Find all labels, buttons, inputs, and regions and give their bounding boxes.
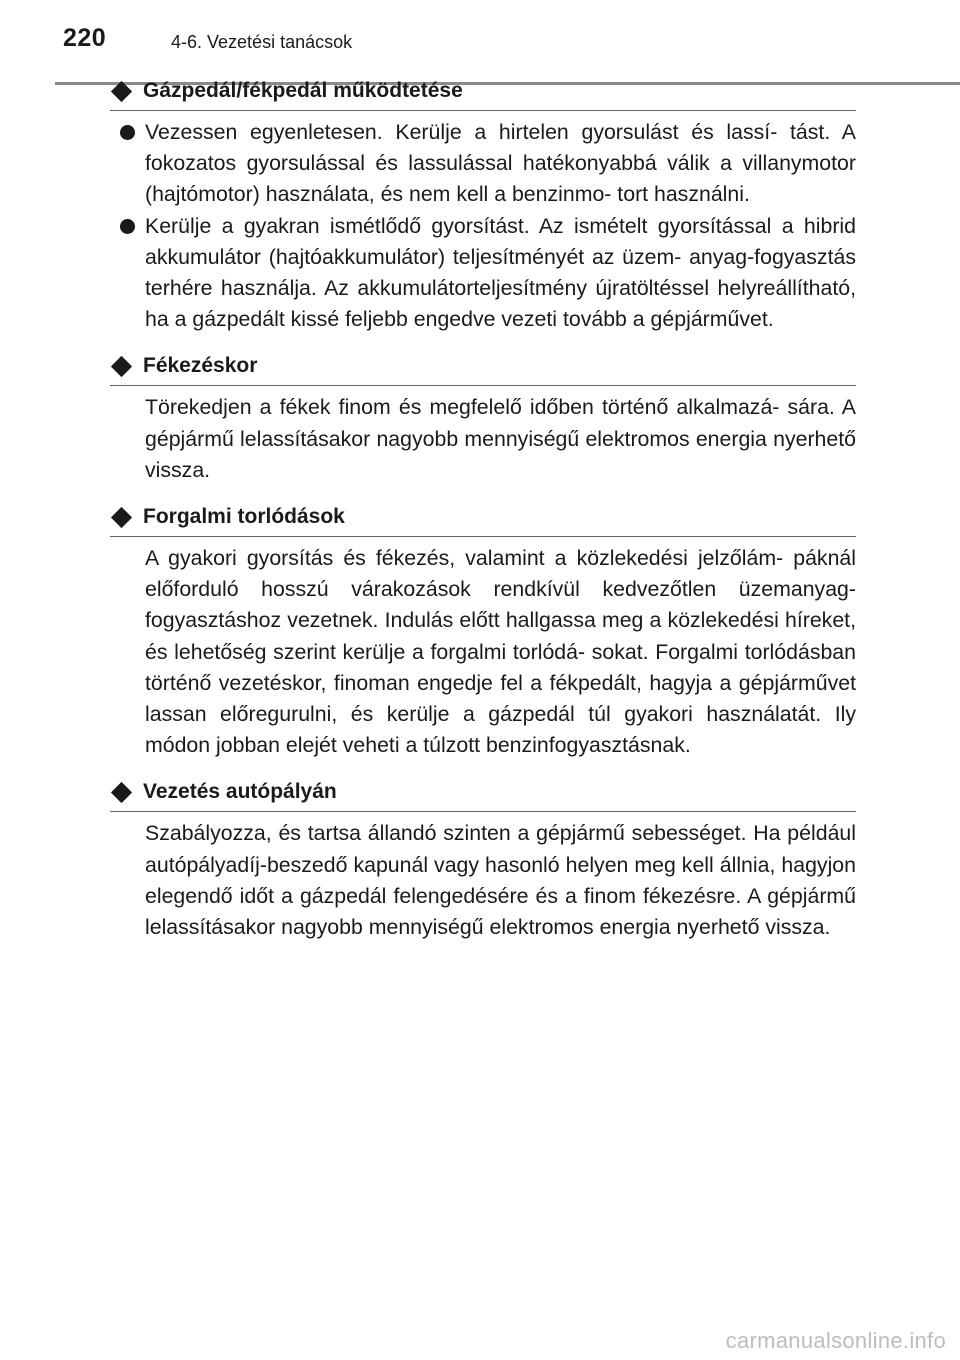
round-bullet-icon (120, 125, 135, 140)
list-item (110, 211, 856, 336)
round-bullet-icon (120, 219, 135, 234)
section-heading-text: Forgalmi torlódások (143, 505, 345, 529)
section-heading (110, 72, 856, 111)
list-item-text: Kerülje a gyakran ismétlődő gyorsítást. Az ismételt gyorsítással a hibrid akkumulátor (hajtóakkumulátor) teljesítményét az üzem- anyag-fogyasztás terhére használja. Az akkumulátorteljesítmény újratöltéssel helyreállítható, ha a gázpedált kissé feljebb engedve vezeti tovább a gépjárművet. (145, 213, 856, 332)
diamond-bullet-icon (111, 782, 132, 803)
diamond-bullet-icon (111, 506, 132, 527)
diamond-bullet-icon (111, 80, 132, 101)
list-item-text: Vezessen egyenletesen. Kerülje a hirtelen gyorsulást és lassí- tást. A fokozatos gyorsulással és lassulással hatékonyabbá válik a villanymotor (hajtómotor) használata, és nem kell a benzinmo- tort használni. (145, 120, 856, 207)
watermark-text: carmanualsonline.info (725, 1328, 946, 1353)
page-header (0, 18, 960, 66)
page-number: 220 (63, 24, 107, 52)
section-heading (110, 498, 856, 537)
section-heading-text: Vezetés autópályán (143, 780, 337, 804)
page-content (110, 72, 856, 943)
section-title: 4-6. Vezetési tanácsok (171, 32, 353, 52)
section-paragraph: Törekedjen a fékek finom és megfelelő időben történő alkalmazá- sára. A gépjármű lelassításakor nagyobb mennyiségű elektromos energia nyerhető vissza. (145, 395, 856, 482)
section-heading (110, 347, 856, 386)
section-heading-text: Gázpedál/fékpedál működtetése (143, 79, 463, 102)
diamond-bullet-icon (111, 356, 132, 377)
section-highway-driving (110, 773, 856, 943)
section-heading (110, 773, 856, 812)
list-item (110, 117, 856, 211)
section-traffic-jams (110, 498, 856, 773)
section-pedal-operation (110, 72, 856, 347)
section-braking (110, 347, 856, 498)
section-paragraph: Szabályozza, és tartsa állandó szinten a gépjármű sebességet. Ha például autópályadíj-beszedő kapunál vagy hasonló helyen meg kell állnia, hagyjon elegendő időt a gázpedál felengedésére és a finom fékezésre. A gépjármű lelassításakor nagyobb mennyiségű elektromos energia nyerhető vissza. (145, 821, 856, 940)
section-heading-text: Fékezéskor (143, 354, 258, 378)
section-paragraph: A gyakori gyorsítás és fékezés, valamint a közlekedési jelzőlám- páknál előforduló hosszú várakozások rendkívül kedvezőtlen üzemanyag-fogyasztáshoz vezetnek. Indulás előtt hallgassa meg a közlekedési híreket, és lehetőség szerint kerülje a forgalmi torlódá- sokat. Forgalmi torlódásban történő vezetéskor, finoman engedje fel a fékpedált, hagyja a gépjárművet lassan előregurulni, és kerülje a gázpedál túl gyakori használatát. Ily módon jobban elejét veheti a túlzott benzinfogyasztásnak. (145, 546, 856, 758)
